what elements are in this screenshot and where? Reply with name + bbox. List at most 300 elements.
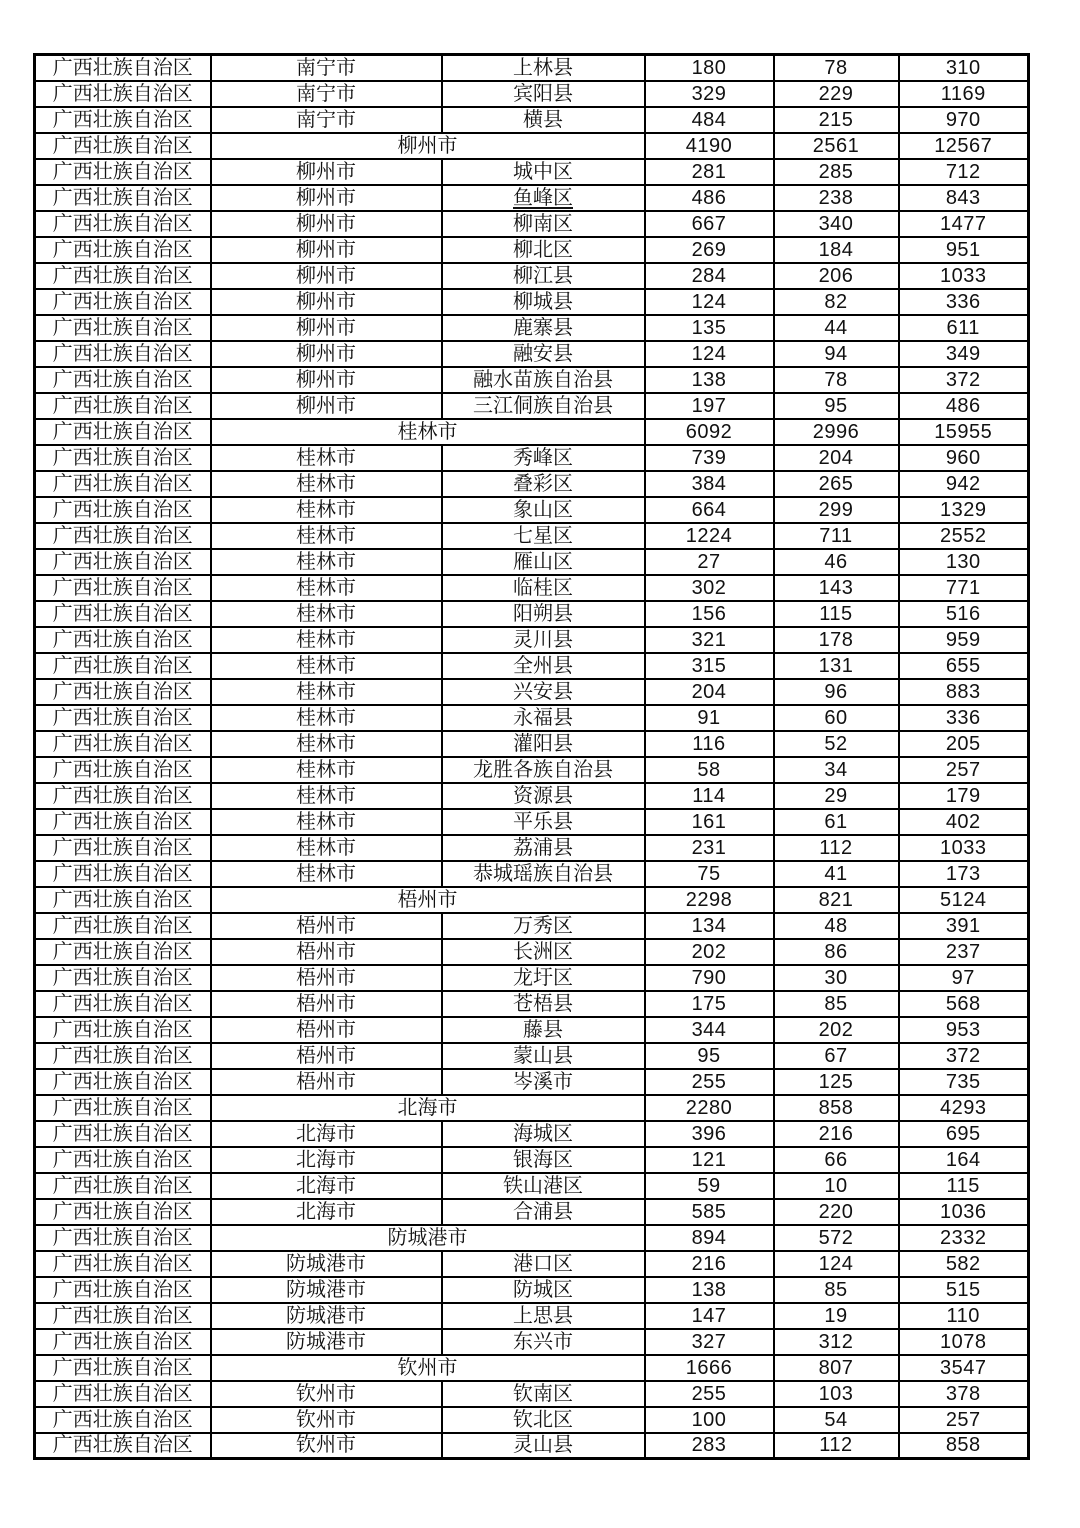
cell-province: 广西壮族自治区 [35,1043,211,1069]
cell-value-1: 156 [645,601,774,627]
cell-value-2: 229 [774,81,899,107]
cell-city-merged: 防城港市 [211,1225,645,1251]
cell-value-3: 951 [899,237,1029,263]
cell-city: 柳州市 [211,315,442,341]
cell-value-2: 124 [774,1251,899,1277]
cell-county: 全州县 [442,653,645,679]
cell-county: 临桂区 [442,575,645,601]
county-row [35,1043,1029,1069]
cell-value-2: 46 [774,549,899,575]
cell-value-3: 582 [899,1251,1029,1277]
cell-value-2: 78 [774,367,899,393]
cell-value-3: 1036 [899,1199,1029,1225]
cell-value-2: 66 [774,1147,899,1173]
cell-value-3: 942 [899,471,1029,497]
cell-province: 广西壮族自治区 [35,315,211,341]
cell-county: 兴安县 [442,679,645,705]
cell-value-1: 302 [645,575,774,601]
county-row [35,1407,1029,1433]
cell-city: 防城港市 [211,1277,442,1303]
cell-city: 钦州市 [211,1407,442,1433]
cell-value-2: 206 [774,263,899,289]
cell-value-2: 60 [774,705,899,731]
cell-value-2: 94 [774,341,899,367]
county-row [35,1277,1029,1303]
cell-value-3: 568 [899,991,1029,1017]
county-row [35,679,1029,705]
cell-value-2: 10 [774,1173,899,1199]
cell-county: 城中区 [442,159,645,185]
cell-province: 广西壮族自治区 [35,263,211,289]
cell-value-1: 4190 [645,133,774,159]
cell-county: 横县 [442,107,645,133]
cell-province: 广西壮族自治区 [35,367,211,393]
cell-value-1: 202 [645,939,774,965]
county-row [35,445,1029,471]
cell-value-3: 257 [899,757,1029,783]
cell-county: 荔浦县 [442,835,645,861]
cell-value-2: 115 [774,601,899,627]
cell-city: 桂林市 [211,445,442,471]
cell-value-1: 315 [645,653,774,679]
cell-value-2: 215 [774,107,899,133]
county-row [35,861,1029,887]
cell-county: 秀峰区 [442,445,645,471]
cell-province: 广西壮族自治区 [35,835,211,861]
cell-city: 桂林市 [211,861,442,887]
county-row [35,1251,1029,1277]
cell-value-3: 1329 [899,497,1029,523]
cell-value-2: 85 [774,991,899,1017]
cell-county: 柳南区 [442,211,645,237]
cell-value-2: 85 [774,1277,899,1303]
county-row [35,757,1029,783]
cell-value-1: 255 [645,1381,774,1407]
cell-county: 叠彩区 [442,471,645,497]
cell-value-2: 30 [774,965,899,991]
cell-value-1: 269 [645,237,774,263]
county-row [35,1017,1029,1043]
cell-value-3: 5124 [899,887,1029,913]
county-row [35,1433,1029,1459]
cell-county: 银海区 [442,1147,645,1173]
cell-province: 广西壮族自治区 [35,81,211,107]
cell-city: 南宁市 [211,55,442,81]
cell-province: 广西壮族自治区 [35,913,211,939]
cell-province: 广西壮族自治区 [35,523,211,549]
cell-value-2: 2996 [774,419,899,445]
cell-value-1: 124 [645,289,774,315]
county-row [35,913,1029,939]
cell-value-2: 34 [774,757,899,783]
cell-value-2: 807 [774,1355,899,1381]
cell-county: 鱼峰区 [442,185,645,211]
cell-city: 桂林市 [211,835,442,861]
county-row [35,55,1029,81]
cell-value-3: 310 [899,55,1029,81]
cell-province: 广西壮族自治区 [35,1199,211,1225]
cell-county: 融安县 [442,341,645,367]
cell-value-2: 19 [774,1303,899,1329]
cell-province: 广西壮族自治区 [35,289,211,315]
cell-value-2: 340 [774,211,899,237]
cell-county: 藤县 [442,1017,645,1043]
cell-value-1: 161 [645,809,774,835]
cell-city: 柳州市 [211,237,442,263]
county-row [35,653,1029,679]
cell-city: 北海市 [211,1173,442,1199]
cell-province: 广西壮族自治区 [35,1225,211,1251]
cell-county: 平乐县 [442,809,645,835]
cell-value-2: 125 [774,1069,899,1095]
cell-value-3: 378 [899,1381,1029,1407]
cell-value-2: 2561 [774,133,899,159]
cell-value-1: 197 [645,393,774,419]
cell-value-2: 821 [774,887,899,913]
cell-value-3: 960 [899,445,1029,471]
cell-value-1: 135 [645,315,774,341]
cell-city: 梧州市 [211,1069,442,1095]
cell-value-3: 115 [899,1173,1029,1199]
cell-county: 恭城瑶族自治县 [442,861,645,887]
city-summary-row [35,1095,1029,1121]
cell-value-1: 321 [645,627,774,653]
cell-value-2: 52 [774,731,899,757]
cell-province: 广西壮族自治区 [35,1251,211,1277]
cell-city: 桂林市 [211,549,442,575]
cell-city: 北海市 [211,1199,442,1225]
county-row [35,731,1029,757]
cell-county: 柳江县 [442,263,645,289]
cell-city-merged: 柳州市 [211,133,645,159]
cell-value-1: 667 [645,211,774,237]
cell-city: 柳州市 [211,393,442,419]
cell-city: 南宁市 [211,81,442,107]
cell-city-merged: 桂林市 [211,419,645,445]
cell-province: 广西壮族自治区 [35,1433,211,1459]
cell-value-2: 54 [774,1407,899,1433]
cell-value-3: 336 [899,705,1029,731]
county-row [35,523,1029,549]
cell-value-1: 585 [645,1199,774,1225]
cell-county: 铁山港区 [442,1173,645,1199]
cell-county: 防城区 [442,1277,645,1303]
cell-province: 广西壮族自治区 [35,601,211,627]
cell-value-1: 95 [645,1043,774,1069]
cell-value-2: 202 [774,1017,899,1043]
cell-value-2: 103 [774,1381,899,1407]
cell-city: 梧州市 [211,939,442,965]
cell-city: 桂林市 [211,809,442,835]
cell-value-1: 175 [645,991,774,1017]
cell-value-1: 384 [645,471,774,497]
cell-city: 柳州市 [211,159,442,185]
cell-city: 桂林市 [211,601,442,627]
cell-city: 柳州市 [211,289,442,315]
county-row [35,1069,1029,1095]
cell-value-3: 843 [899,185,1029,211]
cell-value-1: 790 [645,965,774,991]
cell-city: 桂林市 [211,653,442,679]
county-row [35,471,1029,497]
cell-value-3: 953 [899,1017,1029,1043]
cell-value-1: 216 [645,1251,774,1277]
cell-city: 桂林市 [211,783,442,809]
cell-value-1: 121 [645,1147,774,1173]
cell-city: 北海市 [211,1147,442,1173]
cell-value-3: 237 [899,939,1029,965]
cell-city: 梧州市 [211,1043,442,1069]
cell-city: 梧州市 [211,1017,442,1043]
region-statistics-table [33,53,1030,1460]
cell-value-2: 285 [774,159,899,185]
cell-province: 广西壮族自治区 [35,549,211,575]
cell-province: 广西壮族自治区 [35,1329,211,1355]
cell-value-2: 312 [774,1329,899,1355]
cell-value-1: 484 [645,107,774,133]
county-row [35,341,1029,367]
cell-value-1: 283 [645,1433,774,1459]
cell-value-3: 1033 [899,835,1029,861]
county-row [35,705,1029,731]
cell-county: 龙胜各族自治县 [442,757,645,783]
cell-city: 防城港市 [211,1251,442,1277]
cell-value-1: 100 [645,1407,774,1433]
cell-value-3: 1169 [899,81,1029,107]
cell-province: 广西壮族自治区 [35,497,211,523]
county-row [35,783,1029,809]
cell-value-1: 75 [645,861,774,887]
county-row [35,1199,1029,1225]
county-row [35,393,1029,419]
cell-province: 广西壮族自治区 [35,1407,211,1433]
cell-county: 永福县 [442,705,645,731]
cell-province: 广西壮族自治区 [35,133,211,159]
cell-province: 广西壮族自治区 [35,159,211,185]
cell-city: 桂林市 [211,705,442,731]
cell-value-2: 265 [774,471,899,497]
cell-county: 阳朔县 [442,601,645,627]
cell-value-2: 216 [774,1121,899,1147]
city-summary-row [35,887,1029,913]
county-row [35,1147,1029,1173]
cell-county: 七星区 [442,523,645,549]
cell-value-3: 15955 [899,419,1029,445]
cell-county: 三江侗族自治县 [442,393,645,419]
cell-value-3: 179 [899,783,1029,809]
cell-value-2: 572 [774,1225,899,1251]
cell-province: 广西壮族自治区 [35,55,211,81]
cell-value-3: 164 [899,1147,1029,1173]
cell-city: 桂林市 [211,627,442,653]
cell-value-1: 58 [645,757,774,783]
cell-province: 广西壮族自治区 [35,471,211,497]
cell-county: 宾阳县 [442,81,645,107]
cell-value-3: 391 [899,913,1029,939]
cell-value-3: 1033 [899,263,1029,289]
cell-city: 钦州市 [211,1381,442,1407]
cell-county: 海城区 [442,1121,645,1147]
county-row [35,185,1029,211]
cell-value-3: 4293 [899,1095,1029,1121]
cell-city: 梧州市 [211,965,442,991]
cell-value-2: 61 [774,809,899,835]
cell-value-2: 78 [774,55,899,81]
cell-city: 柳州市 [211,341,442,367]
cell-province: 广西壮族自治区 [35,107,211,133]
cell-county: 融水苗族自治县 [442,367,645,393]
cell-province: 广西壮族自治区 [35,887,211,913]
cell-value-3: 516 [899,601,1029,627]
city-summary-row [35,133,1029,159]
cell-province: 广西壮族自治区 [35,341,211,367]
cell-value-3: 735 [899,1069,1029,1095]
cell-value-2: 184 [774,237,899,263]
cell-value-2: 67 [774,1043,899,1069]
cell-city: 防城港市 [211,1303,442,1329]
county-row [35,1329,1029,1355]
cell-value-1: 255 [645,1069,774,1095]
cell-value-3: 486 [899,393,1029,419]
cell-value-1: 284 [645,263,774,289]
county-row [35,1381,1029,1407]
cell-value-3: 372 [899,367,1029,393]
cell-value-2: 858 [774,1095,899,1121]
city-summary-row [35,1355,1029,1381]
county-row [35,497,1029,523]
cell-value-3: 205 [899,731,1029,757]
cell-city: 桂林市 [211,575,442,601]
county-row [35,289,1029,315]
cell-value-1: 1666 [645,1355,774,1381]
cell-province: 广西壮族自治区 [35,1121,211,1147]
cell-province: 广西壮族自治区 [35,627,211,653]
county-row [35,939,1029,965]
cell-province: 广西壮族自治区 [35,1277,211,1303]
city-summary-row [35,419,1029,445]
cell-county: 资源县 [442,783,645,809]
cell-value-3: 959 [899,627,1029,653]
cell-value-1: 2280 [645,1095,774,1121]
cell-value-2: 95 [774,393,899,419]
county-row [35,549,1029,575]
cell-value-1: 138 [645,1277,774,1303]
cell-value-1: 138 [645,367,774,393]
cell-value-3: 2552 [899,523,1029,549]
county-row [35,1173,1029,1199]
cell-city: 钦州市 [211,1433,442,1459]
county-row [35,159,1029,185]
cell-value-2: 96 [774,679,899,705]
cell-county: 万秀区 [442,913,645,939]
cell-value-3: 611 [899,315,1029,341]
cell-county: 合浦县 [442,1199,645,1225]
cell-value-3: 970 [899,107,1029,133]
cell-value-3: 173 [899,861,1029,887]
cell-value-2: 41 [774,861,899,887]
cell-value-3: 858 [899,1433,1029,1459]
cell-county: 雁山区 [442,549,645,575]
cell-city: 桂林市 [211,471,442,497]
cell-province: 广西壮族自治区 [35,393,211,419]
county-row [35,991,1029,1017]
cell-value-1: 91 [645,705,774,731]
cell-value-3: 110 [899,1303,1029,1329]
cell-province: 广西壮族自治区 [35,1173,211,1199]
cell-city-merged: 钦州市 [211,1355,645,1381]
cell-province: 广西壮族自治区 [35,1147,211,1173]
cell-value-3: 883 [899,679,1029,705]
cell-province: 广西壮族自治区 [35,783,211,809]
cell-value-1: 664 [645,497,774,523]
county-row [35,237,1029,263]
cell-city: 南宁市 [211,107,442,133]
cell-county: 岑溪市 [442,1069,645,1095]
cell-value-1: 204 [645,679,774,705]
county-row [35,315,1029,341]
county-row [35,367,1029,393]
cell-province: 广西壮族自治区 [35,1355,211,1381]
cell-province: 广西壮族自治区 [35,1381,211,1407]
cell-province: 广西壮族自治区 [35,965,211,991]
cell-value-2: 112 [774,1433,899,1459]
cell-city: 防城港市 [211,1329,442,1355]
cell-value-3: 655 [899,653,1029,679]
cell-value-1: 329 [645,81,774,107]
cell-value-3: 257 [899,1407,1029,1433]
cell-city: 桂林市 [211,731,442,757]
cell-value-2: 711 [774,523,899,549]
cell-value-2: 204 [774,445,899,471]
county-row [35,627,1029,653]
cell-value-2: 238 [774,185,899,211]
cell-province: 广西壮族自治区 [35,237,211,263]
cell-city: 梧州市 [211,913,442,939]
cell-city: 桂林市 [211,757,442,783]
county-row [35,211,1029,237]
cell-province: 广西壮族自治区 [35,809,211,835]
county-row [35,1303,1029,1329]
county-row [35,1121,1029,1147]
cell-county: 灵山县 [442,1433,645,1459]
cell-value-1: 147 [645,1303,774,1329]
cell-value-1: 114 [645,783,774,809]
cell-county: 柳北区 [442,237,645,263]
cell-county: 上林县 [442,55,645,81]
cell-county: 鹿寨县 [442,315,645,341]
county-row [35,575,1029,601]
cell-province: 广西壮族自治区 [35,419,211,445]
cell-value-1: 327 [645,1329,774,1355]
cell-city: 柳州市 [211,211,442,237]
cell-value-3: 402 [899,809,1029,835]
cell-province: 广西壮族自治区 [35,731,211,757]
cell-value-2: 82 [774,289,899,315]
cell-city: 北海市 [211,1121,442,1147]
cell-province: 广西壮族自治区 [35,445,211,471]
cell-province: 广西壮族自治区 [35,939,211,965]
cell-value-3: 695 [899,1121,1029,1147]
cell-value-1: 180 [645,55,774,81]
cell-value-2: 178 [774,627,899,653]
cell-value-2: 112 [774,835,899,861]
cell-value-1: 344 [645,1017,774,1043]
cell-province: 广西壮族自治区 [35,1303,211,1329]
cell-province: 广西壮族自治区 [35,757,211,783]
cell-value-3: 336 [899,289,1029,315]
cell-value-2: 48 [774,913,899,939]
cell-county: 苍梧县 [442,991,645,1017]
